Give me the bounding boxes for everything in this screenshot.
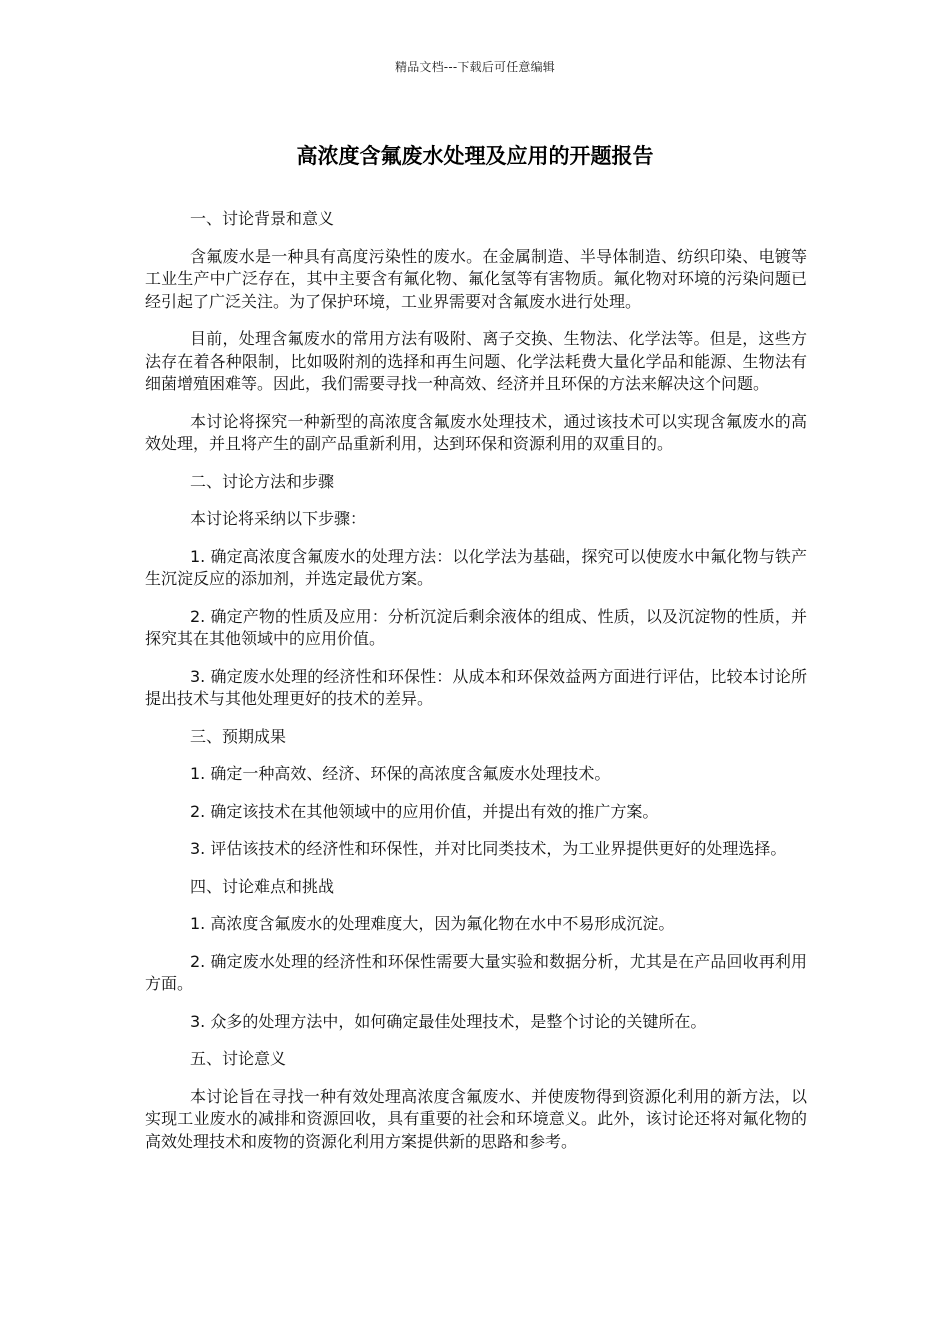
list-item-method-2: 2. 确定产物的性质及应用：分析沉淀后剩余液体的组成、性质，以及沉淀物的性质，并探究其在其他领域中的应用价值。	[145, 606, 807, 648]
document-title: 高浓度含氟废水处理及应用的开题报告	[296, 144, 654, 168]
paragraph-background-3: 本讨论将探究一种新型的高浓度含氟废水处理技术，通过该技术可以实现含氟废水的高效处理，并且将产生的副产品重新利用，达到环保和资源利用的双重目的。	[145, 411, 807, 453]
page-header: 精品文档---下载后可任意编辑	[395, 60, 555, 74]
document-body	[145, 208, 807, 1168]
section-heading-challenges: 四、讨论难点和挑战	[190, 876, 335, 896]
section-heading-methods: 二、讨论方法和步骤	[190, 471, 335, 491]
section-heading-outcomes: 三、预期成果	[190, 726, 287, 746]
paragraph-background-2: 目前，处理含氟废水的常用方法有吸附、离子交换、生物法、化学法等。但是，这些方法存在着各种限制，比如吸附剂的选择和再生问题、化学法耗费大量化学品和能源、生物法有细菌增殖困难等。因此，我们需要寻找一种高效、经济并且环保的方法来解决这个问题。	[145, 329, 807, 393]
paragraph-methods-intro: 本讨论将采纳以下步骤：	[190, 509, 367, 528]
list-item-method-1: 1. 确定高浓度含氟废水的处理方法：以化学法为基础，探究可以使废水中氟化物与铁产生沉淀反应的添加剂，并选定最优方案。	[145, 546, 807, 588]
list-item-outcome-2: 2. 确定该技术在其他领域中的应用价值，并提出有效的推广方案。	[190, 801, 659, 821]
list-item-method-3: 3. 确定废水处理的经济性和环保性：从成本和环保效益两方面进行评估，比较本讨论所提出技术与其他处理更好的技术的差异。	[145, 666, 807, 708]
list-item-challenge-2: 2. 确定废水处理的经济性和环保性需要大量实验和数据分析，尤其是在产品回收再利用方面。	[145, 951, 807, 993]
paragraph-significance: 本讨论旨在寻找一种有效处理高浓度含氟废水、并使废物得到资源化利用的新方法，以实现工业废水的减排和资源回收，具有重要的社会和环境意义。此外，该讨论还将对氟化物的高效处理技术和废物的资源化利用方案提供新的思路和参考。	[145, 1086, 807, 1151]
list-item-challenge-1: 1. 高浓度含氟废水的处理难度大，因为氟化物在水中不易形成沉淀。	[190, 914, 675, 933]
list-item-outcome-3: 3. 评估该技术的经济性和环保性，并对比同类技术，为工业界提供更好的处理选择。	[190, 839, 787, 858]
paragraph-background-1: 含氟废水是一种具有高度污染性的废水。在金属制造、半导体制造、纺织印染、电镀等工业生产中广泛存在，其中主要含有氟化物、氟化氢等有害物质。氟化物对环境的污染问题已经引起了广泛关注。为了保护环境，工业界需要对含氟废水进行处理。	[145, 246, 807, 311]
list-item-challenge-3: 3. 众多的处理方法中，如何确定最佳处理技术，是整个讨论的关键所在。	[190, 1011, 707, 1031]
section-heading-significance: 五、讨论意义	[190, 1049, 287, 1068]
section-heading-background: 一、讨论背景和意义	[190, 209, 335, 228]
list-item-outcome-1: 1. 确定一种高效、经济、环保的高浓度含氟废水处理技术。	[190, 764, 611, 783]
